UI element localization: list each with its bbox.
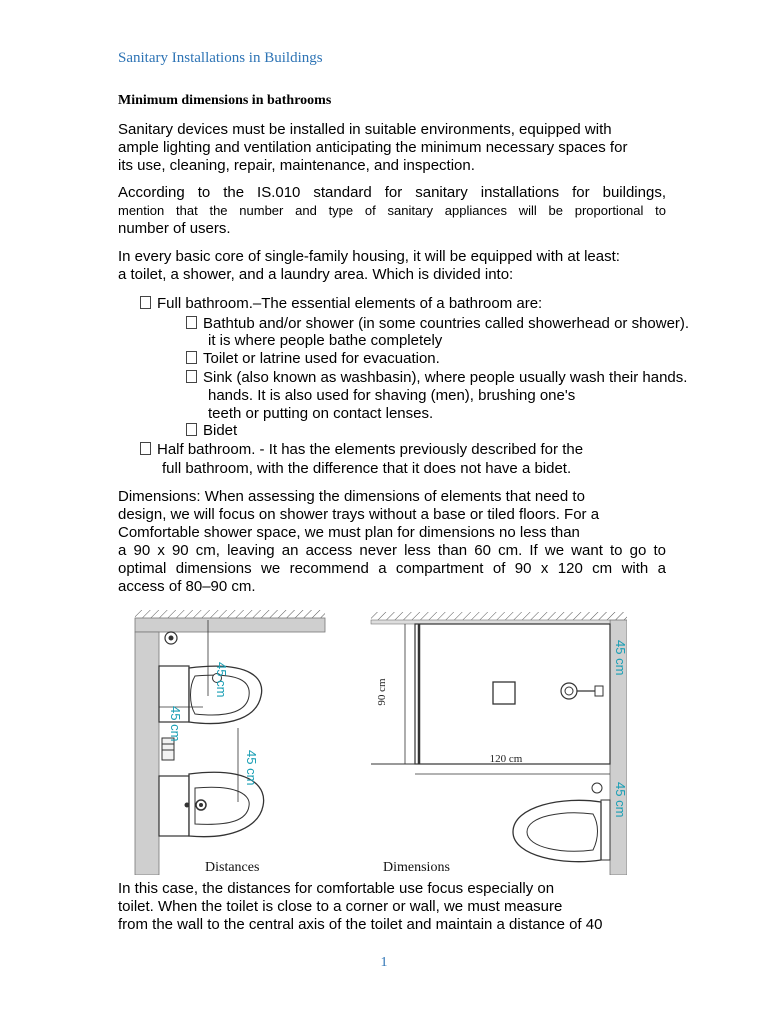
intro-line: Sanitary devices must be installed in suitable environments, equipped with	[118, 121, 612, 138]
closing-line: In this case, the distances for comfortable use focus especially on	[118, 880, 555, 897]
dimensions-line: design, we will focus on shower trays without a base or tiled floors. For a	[118, 506, 600, 523]
sub-bullet-toilet: Toilet or latrine used for evacuation.	[186, 350, 440, 368]
sub-bullet-sink: Sink (also known as washbasin), where people usually wash their hands.	[186, 369, 687, 387]
dimensions-line: Comfortable shower space, we must plan for dimensions no less than	[118, 524, 580, 541]
standard-line: mention that the number and type of sanitary appliances will be proportional to	[118, 203, 666, 218]
intro-line: its use, cleaning, repair, maintenance, and inspection.	[118, 157, 475, 174]
bullet-full-bathroom: Full bathroom.–The essential elements of a bathroom are:	[140, 295, 542, 313]
sub-bullet-bathtub-continued: it is where people bathe completely	[208, 332, 443, 349]
dimensions-plan	[371, 612, 627, 875]
right-dimension-label: 45 cm	[613, 640, 627, 676]
bullet-box-icon	[186, 316, 197, 329]
intro-line: ample lighting and ventilation anticipating the minimum necessary spaces for	[118, 139, 628, 156]
standard-paragraph	[118, 184, 666, 238]
height-dimension-label: 90 cm	[376, 678, 388, 706]
left-dimension-label: 45 cm	[168, 706, 183, 742]
width-dimension-label: 120 cm	[489, 753, 523, 765]
bullet-box-icon	[186, 423, 197, 436]
left-dimension-label: 45 cm	[214, 662, 229, 698]
left-dimension-label: 45 cm	[244, 750, 259, 786]
sub-bullet-sink-continued: hands. It is also used for shaving (men), brushing one's	[208, 387, 576, 404]
sub-bullet-bathtub: Bathtub and/or shower (in some countries called showerhead or shower).	[186, 315, 689, 333]
bullet-box-icon	[186, 370, 197, 383]
sub-bullet-bidet: Bidet	[186, 422, 237, 440]
dimensions-caption: Dimensions	[383, 860, 450, 875]
core-line: a toilet, a shower, and a laundry area. Which is divided into:	[118, 266, 514, 283]
dimensions-line: access of 80–90 cm.	[118, 578, 256, 595]
bullet-half-bathroom-continued: full bathroom, with the difference that it does not have a bidet.	[162, 460, 572, 477]
document-header: Sanitary Installations in Buildings	[118, 50, 323, 66]
bathroom-plan-figure	[133, 610, 627, 875]
core-line: In every basic core of single-family housing, it will be equipped with at least:	[118, 248, 620, 265]
distances-plan	[135, 610, 325, 875]
shower-drain-icon	[493, 682, 515, 704]
distances-caption: Distances	[205, 860, 260, 875]
bullet-box-icon	[186, 351, 197, 364]
intro-paragraph	[118, 121, 666, 175]
bullet-half-bathroom: Half bathroom. - It has the elements previously described for the	[140, 441, 583, 459]
closing-paragraph	[118, 880, 666, 934]
right-dimension-label: 45 cm	[613, 782, 627, 818]
core-paragraph	[118, 248, 666, 284]
closing-line: from the wall to the central axis of the toilet and maintain a distance of 40	[118, 916, 603, 933]
dimensions-line: Dimensions: When assessing the dimensions of elements that need to	[118, 488, 585, 505]
sub-bullet-sink-continued: teeth or putting on contact lenses.	[208, 405, 434, 422]
bullet-box-icon	[140, 296, 151, 309]
bullet-box-icon	[140, 442, 151, 455]
standard-line: According to the IS.010 standard for sanitary installations for buildings,	[118, 184, 666, 201]
standard-line: number of users.	[118, 220, 231, 237]
dimensions-line: optimal dimensions we recommend a compartment of 90 x 120 cm with a	[118, 560, 666, 577]
page-number: 1	[380, 955, 388, 970]
dimensions-paragraph	[118, 488, 666, 596]
toilet-icon	[513, 783, 610, 862]
section-heading: Minimum dimensions in bathrooms	[118, 93, 332, 108]
closing-line: toilet. When the toilet is close to a corner or wall, we must measure	[118, 898, 563, 915]
dimensions-line: a 90 x 90 cm, leaving an access never less than 60 cm. If we want to go to	[118, 542, 666, 559]
